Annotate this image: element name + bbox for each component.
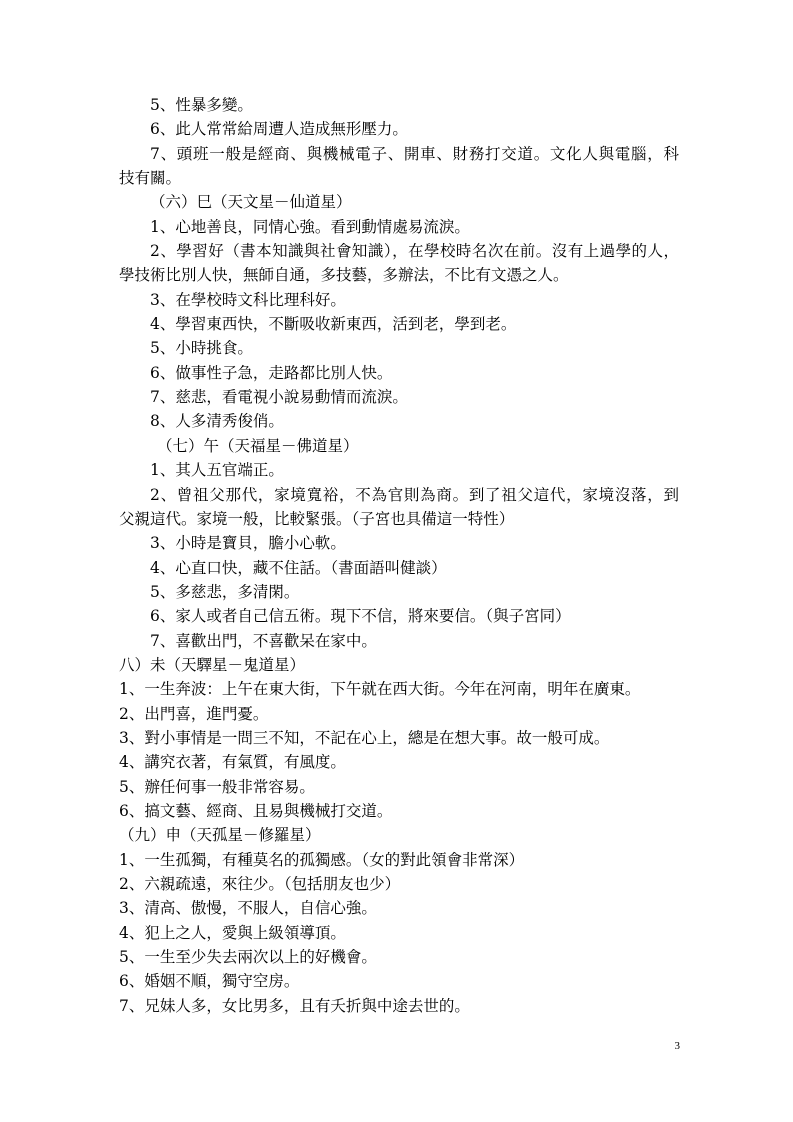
text-line: 7、慈悲，看電視小說易動情而流淚。 xyxy=(150,388,408,407)
text-line: 5、一生至少失去兩次以上的好機會。 xyxy=(119,948,377,967)
text-line: 2、六親疏遠，來往少。（包括朋友也少） xyxy=(119,875,401,893)
text-line: 3、小時是寶貝，膽小心軟。 xyxy=(150,534,346,553)
text-line: 7、喜歡出門，不喜歡呆在家中。 xyxy=(150,631,377,650)
text-line: 4、犯上之人，愛與上級領導頂。 xyxy=(119,923,346,942)
text-line: 6、家人或者自己信五術。現下不信，將來要信。（與子宮同） xyxy=(150,607,571,626)
text-line: 1、一生孤獨，有種莫名的孤獨感。（女的對此領會非常深） xyxy=(119,850,525,869)
text-line: 3、在學校時文科比理科好。 xyxy=(150,290,346,309)
text-line: 5、辦任何事一般非常容易。 xyxy=(119,777,315,796)
text-line: 4、心直口快，藏不住話。（書面語叫健談） xyxy=(150,558,447,577)
text-line: 父親這代。家境一般，比較緊張。（子宮也具備這一特性） xyxy=(119,509,515,528)
text-line: 8、人多清秀俊俏。 xyxy=(150,412,284,431)
text-line: 7、兄妹人多，女比男多，且有夭折與中途去世的。 xyxy=(119,996,470,1015)
body-text xyxy=(119,93,679,1018)
text-line: 7、頭班一般是經商、與機械電子、開車、財務打交道。文化人與電腦，科 xyxy=(150,144,679,163)
text-line: （六）巳（天文星－仙道星） xyxy=(150,193,352,212)
text-line: （九）申（天孤星－修羅星） xyxy=(119,826,321,845)
text-line: 6、婚姻不順，獨守空房。 xyxy=(119,972,300,991)
text-line: 6、搞文藝、經商、且易與機械打交道。 xyxy=(119,801,393,820)
text-line: 3、對小事情是一問三不知，不記在心上，總是在想大事。故一般可成。 xyxy=(119,728,610,747)
text-line: 1、一生奔波：上午在東大街，下午就在西大街。今年在河南，明年在廣東。 xyxy=(119,680,641,699)
text-line: 4、學習東西快，不斷吸收新東西，活到老，學到老。 xyxy=(150,315,517,334)
text-line: 6、此人常常給周遭人造成無形壓力。 xyxy=(150,120,408,139)
text-line: 2、曾祖父那代，家境寬裕，不為官則為商。到了祖父這代，家境沒落，到 xyxy=(150,485,679,504)
text-line: 5、多慈悲，多清閑。 xyxy=(150,582,300,601)
page-number: 3 xyxy=(674,1040,680,1052)
text-line: 4、講究衣著，有氣質，有風度。 xyxy=(119,753,346,772)
text-line: 2、學習好（書本知識與社會知識），在學校時名次在前。沒有上過學的人， xyxy=(150,242,679,261)
text-line: 1、其人五官端正。 xyxy=(150,461,284,480)
text-line: 6、做事性子急，走路都比別人快。 xyxy=(150,363,393,382)
text-line: 1、心地善良，同情心強。看到動情處易流淚。 xyxy=(150,217,470,236)
text-line: （七）午（天福星－佛道星） xyxy=(157,436,359,455)
text-line: 2、出門喜，進門憂。 xyxy=(119,704,269,723)
text-line: 5、小時挑食。 xyxy=(150,339,253,358)
text-line: 3、清高、傲慢，不服人，自信心強。 xyxy=(119,899,377,918)
text-line: 技有關。 xyxy=(119,169,182,188)
text-line: 學技術比別人快，無師自通，多技藝，多辦法，不比有文憑之人。 xyxy=(119,266,569,285)
text-line: 5、性暴多變。 xyxy=(150,96,253,114)
text-line: 八）未（天驛星－鬼道星） xyxy=(119,655,306,674)
